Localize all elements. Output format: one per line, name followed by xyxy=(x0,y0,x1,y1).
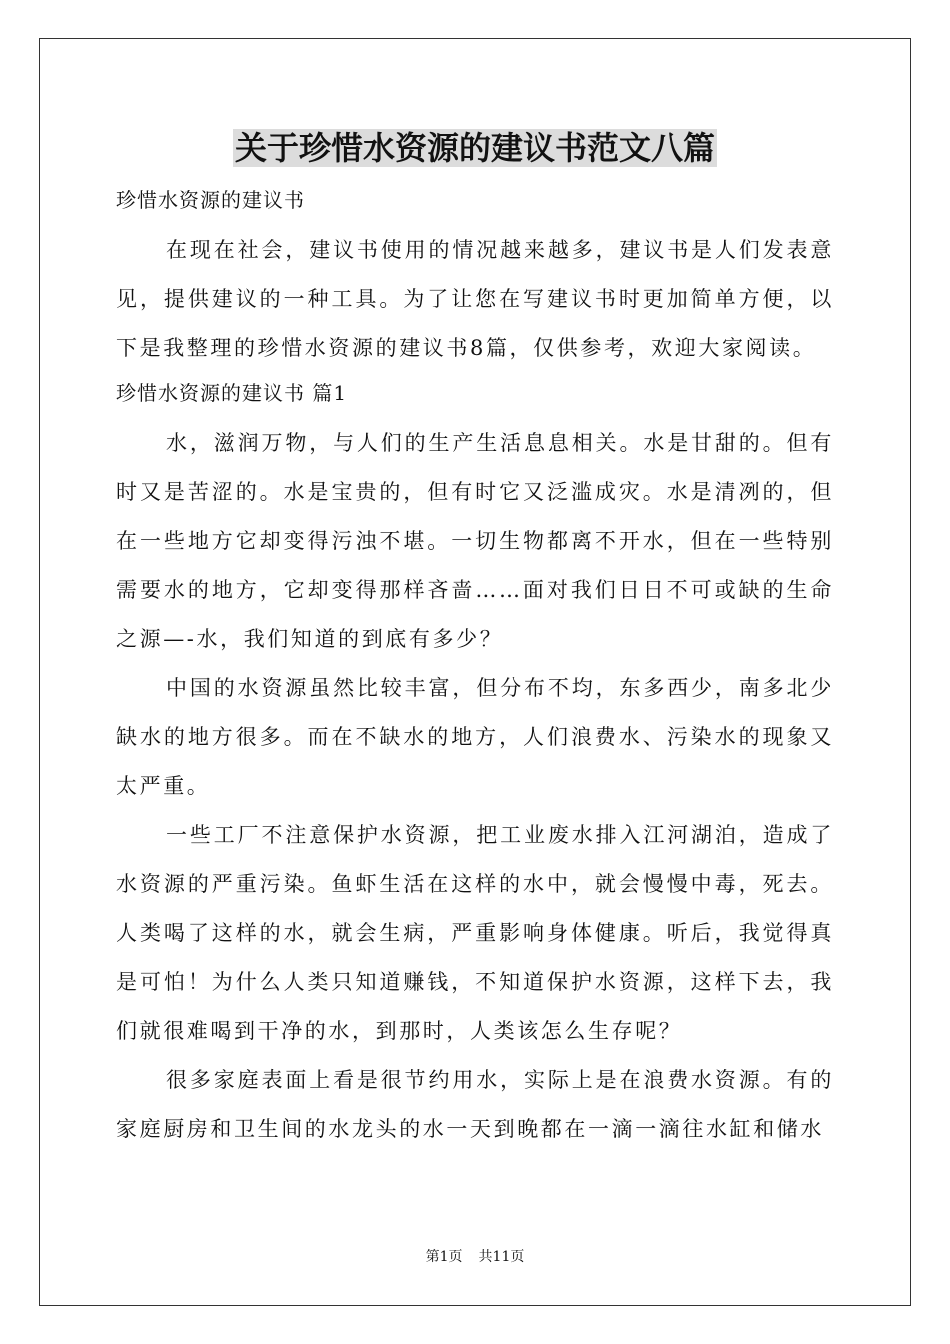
document-body xyxy=(116,180,834,1154)
body-paragraph: 中国的水资源虽然比较丰富，但分布不均，东多西少，南多北少缺水的地方很多。而在不缺水的地方，人们浪费水、污染水的现象又太严重。 xyxy=(116,676,834,798)
intro-paragraph: 在现在社会，建议书使用的情况越来越多，建议书是人们发表意见，提供建议的一种工具。为了让您在写建议书时更加简单方便，以下是我整理的珍惜水资源的建议书8篇，仅供参考，欢迎大家阅读。 xyxy=(116,238,834,360)
section-heading: 珍惜水资源的建议书 篇1 xyxy=(116,381,348,405)
page-footer xyxy=(0,1247,950,1267)
page-total: 共11页 xyxy=(478,1249,525,1265)
body-paragraph: 水，滋润万物，与人们的生产生活息息相关。水是甘甜的。但有时又是苦涩的。水是宝贵的，但有时它又泛滥成灾。水是清冽的，但在一些地方它却变得污浊不堪。一切生物都离不开水，但在一些特别需要水的地方，它却变得那样吝啬……面对我们日日不可或缺的生命之源—-水，我们知道的到底有多少？ xyxy=(116,431,834,651)
title-text: 关于珍惜水资源的建议书范文八篇 xyxy=(234,129,715,167)
body-paragraph: 很多家庭表面上看是很节约用水，实际上是在浪费水资源。有的家庭厨房和卫生间的水龙头的水一天到晚都在一滴一滴往水缸和储水 xyxy=(116,1068,834,1141)
page-number: 第1页 xyxy=(425,1249,463,1265)
subtitle: 珍惜水资源的建议书 xyxy=(116,188,305,212)
body-paragraph: 一些工厂不注意保护水资源，把工业废水排入江河湖泊，造成了水资源的严重污染。鱼虾生活在这样的水中，就会慢慢中毒，死去。人类喝了这样的水，就会生病，严重影响身体健康。听后，我觉得真是可怕！为什么人类只知道赚钱，不知道保护水资源，这样下去，我们就很难喝到干净的水，到那时，人类该怎么生存呢？ xyxy=(116,823,834,1043)
document-title xyxy=(0,126,950,170)
